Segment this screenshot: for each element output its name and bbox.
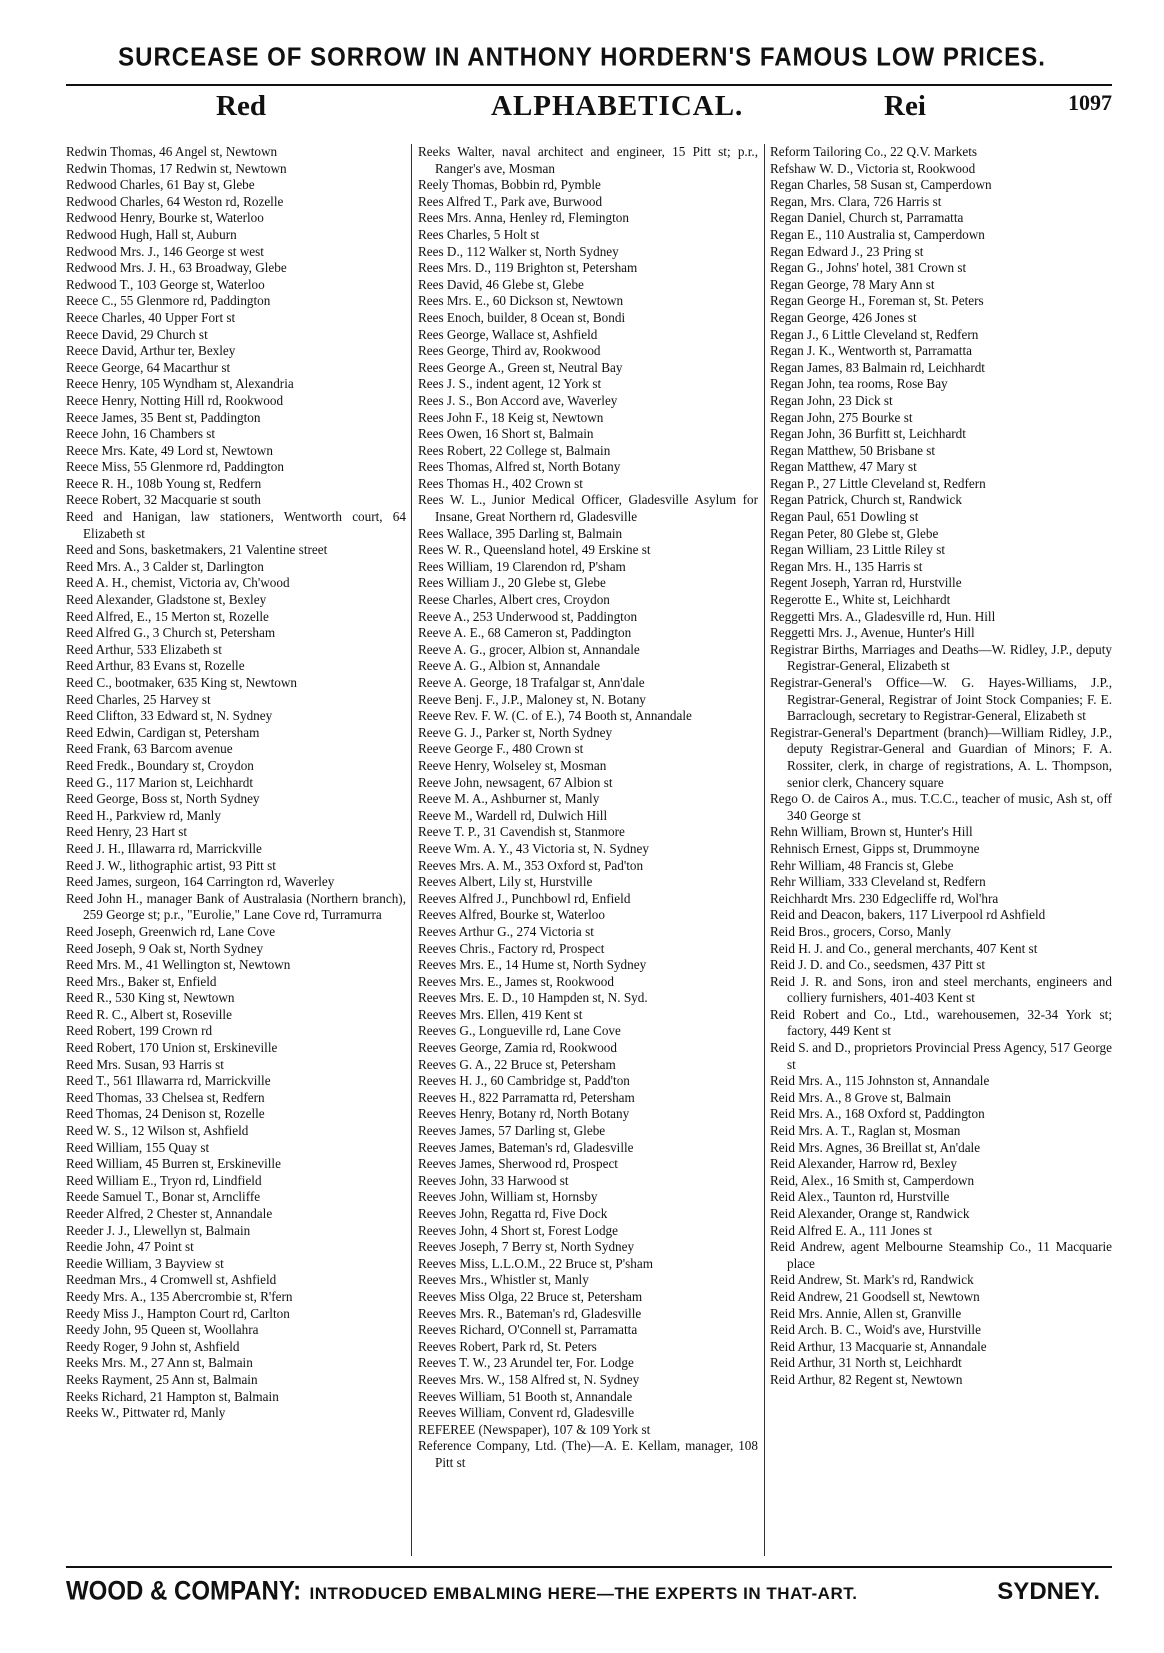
directory-entry: Reed R., 530 King st, Newtown bbox=[66, 990, 235, 1006]
directory-entry: Reeves Mrs. A. M., 353 Oxford st, Pad'ton bbox=[418, 857, 644, 873]
directory-entry: Reid Arthur, 31 North st, Leichhardt bbox=[770, 1355, 962, 1371]
directory-entry: Rees Mrs. Anna, Henley rd, Flemington bbox=[418, 210, 629, 226]
directory-entry: Reece C., 55 Glenmore rd, Paddington bbox=[66, 293, 271, 309]
directory-entry: Rees Owen, 16 Short st, Balmain bbox=[418, 426, 594, 442]
directory-entry: Reeve A. E., 68 Cameron st, Paddington bbox=[418, 625, 632, 641]
directory-entry: Reeve Wm. A. Y., 43 Victoria st, N. Sydney bbox=[418, 840, 649, 856]
directory-entry: Reid H. J. and Co., general merchants, 407 Kent st bbox=[770, 940, 1038, 956]
directory-entry: Reeder J. J., Llewellyn st, Balmain bbox=[66, 1222, 251, 1238]
directory-entry: Reed Frank, 63 Barcom avenue bbox=[66, 741, 233, 757]
directory-entry: Reid Arch. B. C., Woid's ave, Hurstville bbox=[770, 1322, 981, 1338]
column-2 bbox=[418, 144, 758, 1472]
directory-entry: Rees Mrs. E., 60 Dickson st, Newtown bbox=[418, 293, 624, 309]
directory-entry: Reed Arthur, 533 Elizabeth st bbox=[66, 641, 222, 657]
column-divider bbox=[764, 144, 765, 1556]
column-3 bbox=[770, 144, 1112, 1389]
directory-entry: Reed and Sons, basketmakers, 21 Valentine street bbox=[66, 542, 328, 558]
directory-entry: Reed Arthur, 83 Evans st, Rozelle bbox=[66, 658, 245, 674]
directory-entry: Reeves James, Bateman's rd, Gladesville bbox=[418, 1139, 634, 1155]
directory-entry: Reece Charles, 40 Upper Fort st bbox=[66, 309, 236, 325]
directory-entry: Reed W. S., 12 Wilson st, Ashfield bbox=[66, 1123, 249, 1139]
directory-entry: Reeves James, 57 Darling st, Glebe bbox=[418, 1123, 606, 1139]
directory-entry: Registrar-General's Department (branch)—William Ridley, J.P., deputy Registrar-General and Guardian of Minors; F. A. Rossiter, clerk, in charge of registrations, A. L. Thompson, senior clerk, Chancery square bbox=[770, 724, 1112, 790]
directory-entry: Reed G., 117 Marion st, Leichhardt bbox=[66, 774, 254, 790]
directory-entry: Reid Arthur, 82 Regent st, Newtown bbox=[770, 1371, 963, 1387]
directory-entry: Regan Patrick, Church st, Randwick bbox=[770, 492, 962, 508]
directory-entry: Reed C., bootmaker, 635 King st, Newtown bbox=[66, 675, 297, 690]
directory-entry: Rees Thomas, Alfred st, North Botany bbox=[418, 459, 621, 475]
directory-entry: Reeks W., Pittwater rd, Manly bbox=[66, 1405, 226, 1421]
directory-entry: Regan George, 78 Mary Ann st bbox=[770, 276, 935, 292]
directory-entry: Regan E., 110 Australia st, Camperdown bbox=[770, 226, 985, 242]
directory-entry: Reid Mrs. A., 115 Johnston st, Annandale bbox=[770, 1073, 990, 1089]
directory-entry: Reference Company, Ltd. (The)—A. E. Kellam, manager, 108 Pitt st bbox=[418, 1438, 758, 1470]
directory-entry: Reeve M., Wardell rd, Dulwich Hill bbox=[418, 807, 608, 823]
directory-entry: Reeves William, Convent rd, Gladesville bbox=[418, 1405, 635, 1421]
directory-entry: Reed Fredk., Boundary st, Croydon bbox=[66, 757, 254, 773]
directory-entry: Reeve John, newsagent, 67 Albion st bbox=[418, 774, 613, 790]
directory-entry: Rees W. L., Junior Medical Officer, Gladesville Asylum for Insane, Great Northern rd, Gladesville bbox=[418, 492, 758, 525]
directory-entry: Reeves Joseph, 7 Berry st, North Sydney bbox=[418, 1239, 635, 1255]
directory-entry: Reed John H., manager Bank of Australasia (Northern branch), 259 George st; p.r., "Eurolie," Lane Cove rd, Turramurra bbox=[66, 890, 406, 923]
directory-entry: Redwood Charles, 64 Weston rd, Rozelle bbox=[66, 193, 284, 209]
directory-entry: Reed Thomas, 24 Denison st, Rozelle bbox=[66, 1106, 265, 1122]
directory-entry: Rees John F., 18 Keig st, Newtown bbox=[418, 409, 604, 425]
directory-entry: Reid, Alex., 16 Smith st, Camperdown bbox=[770, 1172, 975, 1188]
directory-entry: Reid Alfred E. A., 111 Jones st bbox=[770, 1222, 933, 1238]
directory-entry: Redwood Henry, Bourke st, Waterloo bbox=[66, 210, 264, 226]
directory-entry: Reeves George, Zamia rd, Rookwood bbox=[418, 1040, 617, 1056]
directory-entry: Reece George, 64 Macarthur st bbox=[66, 359, 231, 375]
directory-entry: Reece Miss, 55 Glenmore rd, Paddington bbox=[66, 459, 284, 475]
directory-entry: Redwin Thomas, 46 Angel st, Newtown bbox=[66, 144, 278, 159]
directory-entry: Reeves Mrs. E., 14 Hume st, North Sydney bbox=[418, 957, 647, 973]
directory-entry: Rees George A., Green st, Neutral Bay bbox=[418, 359, 623, 375]
directory-entry: Reece John, 16 Chambers st bbox=[66, 426, 216, 442]
directory-entry: Reeves James, Sherwood rd, Prospect bbox=[418, 1156, 618, 1172]
header-right-guide: Rei bbox=[884, 90, 926, 122]
directory-entry: Rees George, Wallace st, Ashfield bbox=[418, 326, 598, 342]
directory-entry: Reggetti Mrs. J., Avenue, Hunter's Hill bbox=[770, 625, 975, 641]
directory-entry: Reece David, 29 Church st bbox=[66, 326, 208, 342]
directory-entry: Reeves Mrs. W., 158 Alfred st, N. Sydney bbox=[418, 1371, 640, 1387]
directory-entry: Regan John, 23 Dick st bbox=[770, 392, 893, 408]
directory-entry: Regan J., 6 Little Cleveland st, Redfern bbox=[770, 326, 979, 342]
directory-entry: Reeks Rayment, 25 Ann st, Balmain bbox=[66, 1371, 258, 1387]
directory-entry: Reeves G., Longueville rd, Lane Cove bbox=[418, 1023, 621, 1039]
directory-entry: Reeve M. A., Ashburner st, Manly bbox=[418, 791, 600, 807]
directory-entry: Reeder Alfred, 2 Chester st, Annandale bbox=[66, 1206, 273, 1221]
directory-entry: Reedie William, 3 Bayview st bbox=[66, 1255, 224, 1271]
directory-entry: Rees Robert, 22 College st, Balmain bbox=[418, 442, 611, 458]
directory-entry: Reeves H., 822 Parramatta rd, Petersham bbox=[418, 1089, 635, 1105]
directory-entry: Reed and Hanigan, law stationers, Wentworth court, 64 Elizabeth st bbox=[66, 509, 406, 541]
directory-entry: Reed Henry, 23 Hart st bbox=[66, 824, 188, 840]
directory-entry: Rees Wallace, 395 Darling st, Balmain bbox=[418, 525, 623, 541]
header-rule bbox=[66, 84, 1112, 86]
directory-entry: Reeves G. A., 22 Bruce st, Petersham bbox=[418, 1056, 616, 1072]
directory-entry: Reed Alexander, Gladstone st, Bexley bbox=[66, 592, 267, 608]
directory-entry: Reeves Mrs. Ellen, 419 Kent st bbox=[418, 1006, 583, 1022]
directory-entry: Reed Thomas, 33 Chelsea st, Redfern bbox=[66, 1089, 265, 1105]
page-number: 1097 bbox=[1068, 90, 1112, 115]
directory-entry: Regan Matthew, 50 Brisbane st bbox=[770, 442, 936, 458]
directory-entry: Regan Peter, 80 Glebe st, Glebe bbox=[770, 525, 939, 541]
directory-entry: Reeves Richard, O'Connell st, Parramatta bbox=[418, 1322, 638, 1338]
directory-entry: Reed A. H., chemist, Victoria av, Ch'wood bbox=[66, 575, 290, 591]
directory-entry: Reid Bros., grocers, Corso, Manly bbox=[770, 923, 951, 939]
footer-banner bbox=[66, 1578, 1112, 1606]
directory-entry: Reed Robert, 170 Union st, Erskineville bbox=[66, 1040, 278, 1056]
header-left-guide: Red bbox=[216, 90, 266, 122]
directory-entry: Rees William, 19 Clarendon rd, P'sham bbox=[418, 558, 626, 574]
directory-entry: Reece Robert, 32 Macquarie st south bbox=[66, 492, 261, 508]
directory-entry: Reggetti Mrs. A., Gladesville rd, Hun. Hill bbox=[770, 608, 996, 624]
directory-entry: Reeve A. G., grocer, Albion st, Annandale bbox=[418, 641, 640, 657]
directory-entry: Regan J. K., Wentworth st, Parramatta bbox=[770, 343, 972, 359]
directory-entry: Reed William E., Tryon rd, Lindfield bbox=[66, 1172, 262, 1188]
directory-entry: Regan P., 27 Little Cleveland st, Redfern bbox=[770, 475, 986, 491]
directory-entry: Reese Charles, Albert cres, Croydon bbox=[418, 592, 610, 608]
directory-entry: Reid J. R. and Sons, iron and steel merchants, engineers and colliery furnishers, 401-403 Kent st bbox=[770, 973, 1112, 1006]
directory-entry: Reed Mrs. A., 3 Calder st, Darlington bbox=[66, 558, 264, 574]
directory-entry: Reece Henry, 105 Wyndham st, Alexandria bbox=[66, 376, 294, 392]
directory-entry: Reeves Mrs. E., James st, Rookwood bbox=[418, 973, 614, 989]
directory-entry: Reeks Richard, 21 Hampton st, Balmain bbox=[66, 1388, 279, 1404]
directory-entry: Reeve Rev. F. W. (C. of E.), 74 Booth st, Annandale bbox=[418, 708, 692, 724]
directory-entry: Reedy John, 95 Queen st, Woollahra bbox=[66, 1322, 259, 1338]
directory-entry: Reid Arthur, 13 Macquarie st, Annandale bbox=[770, 1338, 987, 1354]
directory-entry: Reeve Benj. F., J.P., Maloney st, N. Botany bbox=[418, 691, 646, 707]
directory-entry: Reed Mrs., Baker st, Enfield bbox=[66, 973, 217, 989]
directory-entry: Rees D., 112 Walker st, North Sydney bbox=[418, 243, 619, 259]
directory-entry: Reed T., 561 Illawarra rd, Marrickville bbox=[66, 1073, 271, 1089]
directory-entry: Reed Joseph, Greenwich rd, Lane Cove bbox=[66, 923, 276, 939]
directory-entry: Reeves Alfred J., Punchbowl rd, Enfield bbox=[418, 890, 631, 906]
directory-entry: Rees W. R., Queensland hotel, 49 Erskine st bbox=[418, 542, 651, 558]
header-title: ALPHABETICAL. bbox=[491, 90, 744, 122]
directory-entry: Rees J. S., Bon Accord ave, Waverley bbox=[418, 392, 618, 408]
directory-entry: Reeve A., 253 Underwood st, Paddington bbox=[418, 608, 638, 624]
directory-entry: Reeves Robert, Park rd, St. Peters bbox=[418, 1338, 597, 1354]
directory-entry: Reed George, Boss st, North Sydney bbox=[66, 791, 260, 807]
directory-entry: Reece James, 35 Bent st, Paddington bbox=[66, 409, 261, 425]
directory-entry: Rehn William, Brown st, Hunter's Hill bbox=[770, 824, 973, 840]
directory-entry: Reeves Miss Olga, 22 Bruce st, Petersham bbox=[418, 1288, 643, 1304]
directory-entry: Regan Edward J., 23 Pring st bbox=[770, 243, 924, 259]
directory-entry: Regan Matthew, 47 Mary st bbox=[770, 459, 917, 475]
directory-entry: Reid Alex., Taunton rd, Hurstville bbox=[770, 1189, 950, 1205]
directory-entry: Reid and Deacon, bakers, 117 Liverpool rd Ashfield bbox=[770, 907, 1046, 923]
directory-entry: Reed Robert, 199 Crown rd bbox=[66, 1023, 213, 1039]
directory-entry: Reeves John, William st, Hornsby bbox=[418, 1189, 598, 1205]
directory-entry: Reid Mrs. Annie, Allen st, Granville bbox=[770, 1305, 962, 1321]
directory-entry: Regan, Mrs. Clara, 726 Harris st bbox=[770, 193, 942, 209]
directory-entry: Reeve Henry, Wolseley st, Mosman bbox=[418, 757, 607, 773]
directory-entry: Reed Charles, 25 Harvey st bbox=[66, 691, 211, 707]
directory-entry: Reed James, surgeon, 164 Carrington rd, Waverley bbox=[66, 874, 335, 890]
directory-entry: Rego O. de Cairos A., mus. T.C.C., teacher of music, Ash st, off 340 George st bbox=[770, 791, 1112, 823]
directory-entry: Rees J. S., indent agent, 12 York st bbox=[418, 376, 602, 392]
directory-entry: Reedy Miss J., Hampton Court rd, Carlton bbox=[66, 1305, 290, 1321]
directory-entry: Reed H., Parkview rd, Manly bbox=[66, 807, 221, 823]
directory-entry: Reeves Arthur G., 274 Victoria st bbox=[418, 923, 594, 939]
directory-entry: Regan James, 83 Balmain rd, Leichhardt bbox=[770, 359, 985, 375]
directory-entry: Reid Alexander, Harrow rd, Bexley bbox=[770, 1156, 957, 1172]
directory-entry: Reeks Mrs. M., 27 Ann st, Balmain bbox=[66, 1355, 253, 1371]
directory-entry: Regan John, 275 Bourke st bbox=[770, 409, 913, 425]
directory-entry: Reed Mrs. M., 41 Wellington st, Newtown bbox=[66, 957, 291, 973]
directory-entry: Reeves Miss, L.L.O.M., 22 Bruce st, P'sham bbox=[418, 1255, 653, 1271]
directory-entry: Reeves John, Regatta rd, Five Dock bbox=[418, 1206, 608, 1221]
directory-entry: Rees Mrs. D., 119 Brighton st, Petersham bbox=[418, 260, 638, 276]
directory-entry: Reedy Roger, 9 John st, Ashfield bbox=[66, 1338, 240, 1354]
footer-middle: INTRODUCED EMBALMING HERE—THE EXPERTS IN THAT-ART. bbox=[309, 1584, 858, 1603]
directory-entry: Regan John, tea rooms, Rose Bay bbox=[770, 376, 948, 392]
directory-entry: Reedman Mrs., 4 Cromwell st, Ashfield bbox=[66, 1272, 277, 1288]
directory-entry: Regan G., Johns' hotel, 381 Crown st bbox=[770, 260, 967, 276]
directory-entry: Rehr William, 333 Cleveland st, Redfern bbox=[770, 874, 986, 890]
directory-entry: Reeves Henry, Botany rd, North Botany bbox=[418, 1106, 630, 1122]
directory-entry: Reeves Chris., Factory rd, Prospect bbox=[418, 940, 605, 956]
directory-entry: Reed J. W., lithographic artist, 93 Pitt st bbox=[66, 857, 276, 873]
directory-entry: Rees Charles, 5 Holt st bbox=[418, 226, 540, 242]
directory-entry: Reed William, 155 Quay st bbox=[66, 1139, 210, 1155]
directory-entry: Redwood Mrs. J., 146 George st west bbox=[66, 243, 264, 259]
directory-entry: Reeves Mrs. E. D., 10 Hampden st, N. Syd. bbox=[418, 990, 648, 1006]
directory-entry: Regan Paul, 651 Dowling st bbox=[770, 509, 919, 525]
directory-entry: Reeve G. J., Parker st, North Sydney bbox=[418, 724, 613, 740]
directory-entry: Reede Samuel T., Bonar st, Arncliffe bbox=[66, 1189, 261, 1205]
directory-entry: Regan Charles, 58 Susan st, Camperdown bbox=[770, 177, 992, 193]
directory-entry: Reichhardt Mrs. 230 Edgecliffe rd, Wol'hra bbox=[770, 890, 999, 906]
footer-right: SYDNEY. bbox=[997, 1578, 1100, 1605]
directory-entry: Rees David, 46 Glebe st, Glebe bbox=[418, 276, 584, 292]
directory-entry: Reeve A. George, 18 Trafalgar st, Ann'dale bbox=[418, 675, 645, 690]
directory-entry: Reed Alfred, E., 15 Merton st, Rozelle bbox=[66, 608, 269, 624]
directory-entry: Rees William J., 20 Glebe st, Glebe bbox=[418, 575, 606, 591]
directory-entry: Reid Andrew, St. Mark's rd, Randwick bbox=[770, 1272, 974, 1288]
directory-entry: Reeves H. J., 60 Cambridge st, Padd'ton bbox=[418, 1073, 630, 1089]
directory-entry: Reid S. and D., proprietors Provincial Press Agency, 517 George st bbox=[770, 1040, 1112, 1072]
directory-entry: Reeves Albert, Lily st, Hurstville bbox=[418, 874, 593, 890]
directory-entry: Reid Mrs. A., 8 Grove st, Balmain bbox=[770, 1089, 951, 1105]
directory-entry: Redwood T., 103 George st, Waterloo bbox=[66, 276, 265, 292]
directory-entry: Reely Thomas, Bobbin rd, Pymble bbox=[418, 177, 601, 193]
directory-entry: Reeves Mrs., Whistler st, Manly bbox=[418, 1272, 589, 1288]
column-1 bbox=[66, 144, 406, 1422]
directory-entry: Regan Mrs. H., 135 Harris st bbox=[770, 558, 923, 574]
directory-entry: Reed Alfred G., 3 Church st, Petersham bbox=[66, 625, 276, 641]
directory-entry: Reece R. H., 108b Young st, Redfern bbox=[66, 475, 262, 491]
directory-entry: Reed William, 45 Burren st, Erskineville bbox=[66, 1156, 281, 1172]
directory-entry: Reid Andrew, agent Melbourne Steamship Co., 11 Macquarie place bbox=[770, 1239, 1112, 1271]
directory-entry: Redwood Mrs. J. H., 63 Broadway, Glebe bbox=[66, 260, 287, 276]
directory-entry: Reed Joseph, 9 Oak st, North Sydney bbox=[66, 940, 264, 956]
directory-entry: Reid Mrs. A. T., Raglan st, Mosman bbox=[770, 1123, 961, 1139]
column-divider bbox=[411, 144, 412, 1556]
directory-entry: Reeves Mrs. R., Bateman's rd, Gladesville bbox=[418, 1305, 642, 1321]
directory-entry: Redwood Charles, 61 Bay st, Glebe bbox=[66, 177, 255, 193]
directory-entry: Reeves William, 51 Booth st, Annandale bbox=[418, 1388, 633, 1404]
directory-entry: Reeves John, 33 Harwood st bbox=[418, 1172, 569, 1188]
directory-entry: Rehr William, 48 Francis st, Glebe bbox=[770, 857, 954, 873]
directory-entry: Regent Joseph, Yarran rd, Hurstville bbox=[770, 575, 962, 591]
directory-entry: Registrar-General's Office—W. G. Hayes-Williams, J.P., Registrar-General, Registrar of Joint Stock Companies; F. E. Barraclough, secretary to Registrar-General, Elizabeth st bbox=[770, 675, 1112, 724]
directory-entry: Reeve George F., 480 Crown st bbox=[418, 741, 584, 757]
directory-entry: Reedie John, 47 Point st bbox=[66, 1239, 194, 1255]
top-banner: SURCEASE OF SORROW IN ANTHONY HORDERN'S FAMOUS LOW PRICES. bbox=[118, 42, 1046, 73]
directory-entry: Rehnisch Ernest, Gipps st, Drummoyne bbox=[770, 840, 980, 856]
directory-entry: Reed Clifton, 33 Edward st, N. Sydney bbox=[66, 708, 273, 724]
directory-entry: Refshaw W. D., Victoria st, Rookwood bbox=[770, 160, 976, 176]
directory-entry: Regan William, 23 Little Riley st bbox=[770, 542, 946, 558]
directory-entry: Reid Andrew, 21 Goodsell st, Newtown bbox=[770, 1288, 980, 1304]
directory-entry: Rees George, Third av, Rookwood bbox=[418, 343, 601, 359]
directory-entry: Redwin Thomas, 17 Redwin st, Newtown bbox=[66, 160, 287, 176]
directory-entry: Rees Thomas H., 402 Crown st bbox=[418, 475, 583, 491]
directory-entry: Reid Alexander, Orange st, Randwick bbox=[770, 1206, 970, 1221]
directory-entry: Reform Tailoring Co., 22 Q.V. Markets bbox=[770, 144, 978, 159]
directory-entry: Reed Mrs. Susan, 93 Harris st bbox=[66, 1056, 224, 1072]
directory-entry: Registrar Births, Marriages and Deaths—W. Ridley, J.P., deputy Registrar-General, Elizabeth st bbox=[770, 641, 1112, 674]
directory-entry: Reedy Mrs. A., 135 Abercrombie st, R'fern bbox=[66, 1288, 293, 1304]
directory-entry: Reed R. C., Albert st, Roseville bbox=[66, 1006, 232, 1022]
directory-entry: Reid Mrs. A., 168 Oxford st, Paddington bbox=[770, 1106, 985, 1122]
directory-entry: Reed J. H., Illawarra rd, Marrickville bbox=[66, 840, 262, 856]
directory-entry: Reed Edwin, Cardigan st, Petersham bbox=[66, 724, 260, 740]
directory-entry: Regerotte E., White st, Leichhardt bbox=[770, 592, 951, 608]
directory-entry: Rees Enoch, builder, 8 Ocean st, Bondi bbox=[418, 309, 626, 325]
footer-rule bbox=[66, 1566, 1112, 1568]
directory-entry: Reeves Alfred, Bourke st, Waterloo bbox=[418, 907, 605, 923]
directory-entry: Reid Robert and Co., Ltd., warehousemen, 32-34 York st; factory, 449 Kent st bbox=[770, 1006, 1112, 1039]
directory-entry: Reid Mrs. Agnes, 36 Breillat st, An'dale bbox=[770, 1139, 981, 1155]
directory-entry: Reeves T. W., 23 Arundel ter, For. Lodge bbox=[418, 1355, 634, 1371]
directory-entry: Redwood Hugh, Hall st, Auburn bbox=[66, 226, 237, 242]
directory-entry: Reid J. D. and Co., seedsmen, 437 Pitt st bbox=[770, 957, 986, 973]
directory-entry: Regan Daniel, Church st, Parramatta bbox=[770, 210, 964, 226]
directory-entry: Regan John, 36 Burfitt st, Leichhardt bbox=[770, 426, 966, 442]
directory-entry: Regan George, 426 Jones st bbox=[770, 309, 917, 325]
directory-entry: REFEREE (Newspaper), 107 & 109 York st bbox=[418, 1421, 651, 1437]
directory-entry: Regan George H., Foreman st, St. Peters bbox=[770, 293, 984, 309]
directory-entry: Reeve T. P., 31 Cavendish st, Stanmore bbox=[418, 824, 625, 840]
directory-entry: Reeves John, 4 Short st, Forest Lodge bbox=[418, 1222, 618, 1238]
footer-left: WOOD & COMPANY: bbox=[66, 1576, 302, 1607]
directory-entry: Reeve A. G., Albion st, Annandale bbox=[418, 658, 601, 674]
directory-entry: Reeks Walter, naval architect and engineer, 15 Pitt st; p.r., Ranger's ave, Mosman bbox=[418, 144, 758, 176]
directory-entry: Rees Alfred T., Park ave, Burwood bbox=[418, 193, 603, 209]
directory-entry: Reece Mrs. Kate, 49 Lord st, Newtown bbox=[66, 442, 273, 458]
directory-entry: Reece Henry, Notting Hill rd, Rookwood bbox=[66, 392, 284, 408]
directory-entry: Reece David, Arthur ter, Bexley bbox=[66, 343, 236, 359]
page-header bbox=[66, 90, 1112, 130]
